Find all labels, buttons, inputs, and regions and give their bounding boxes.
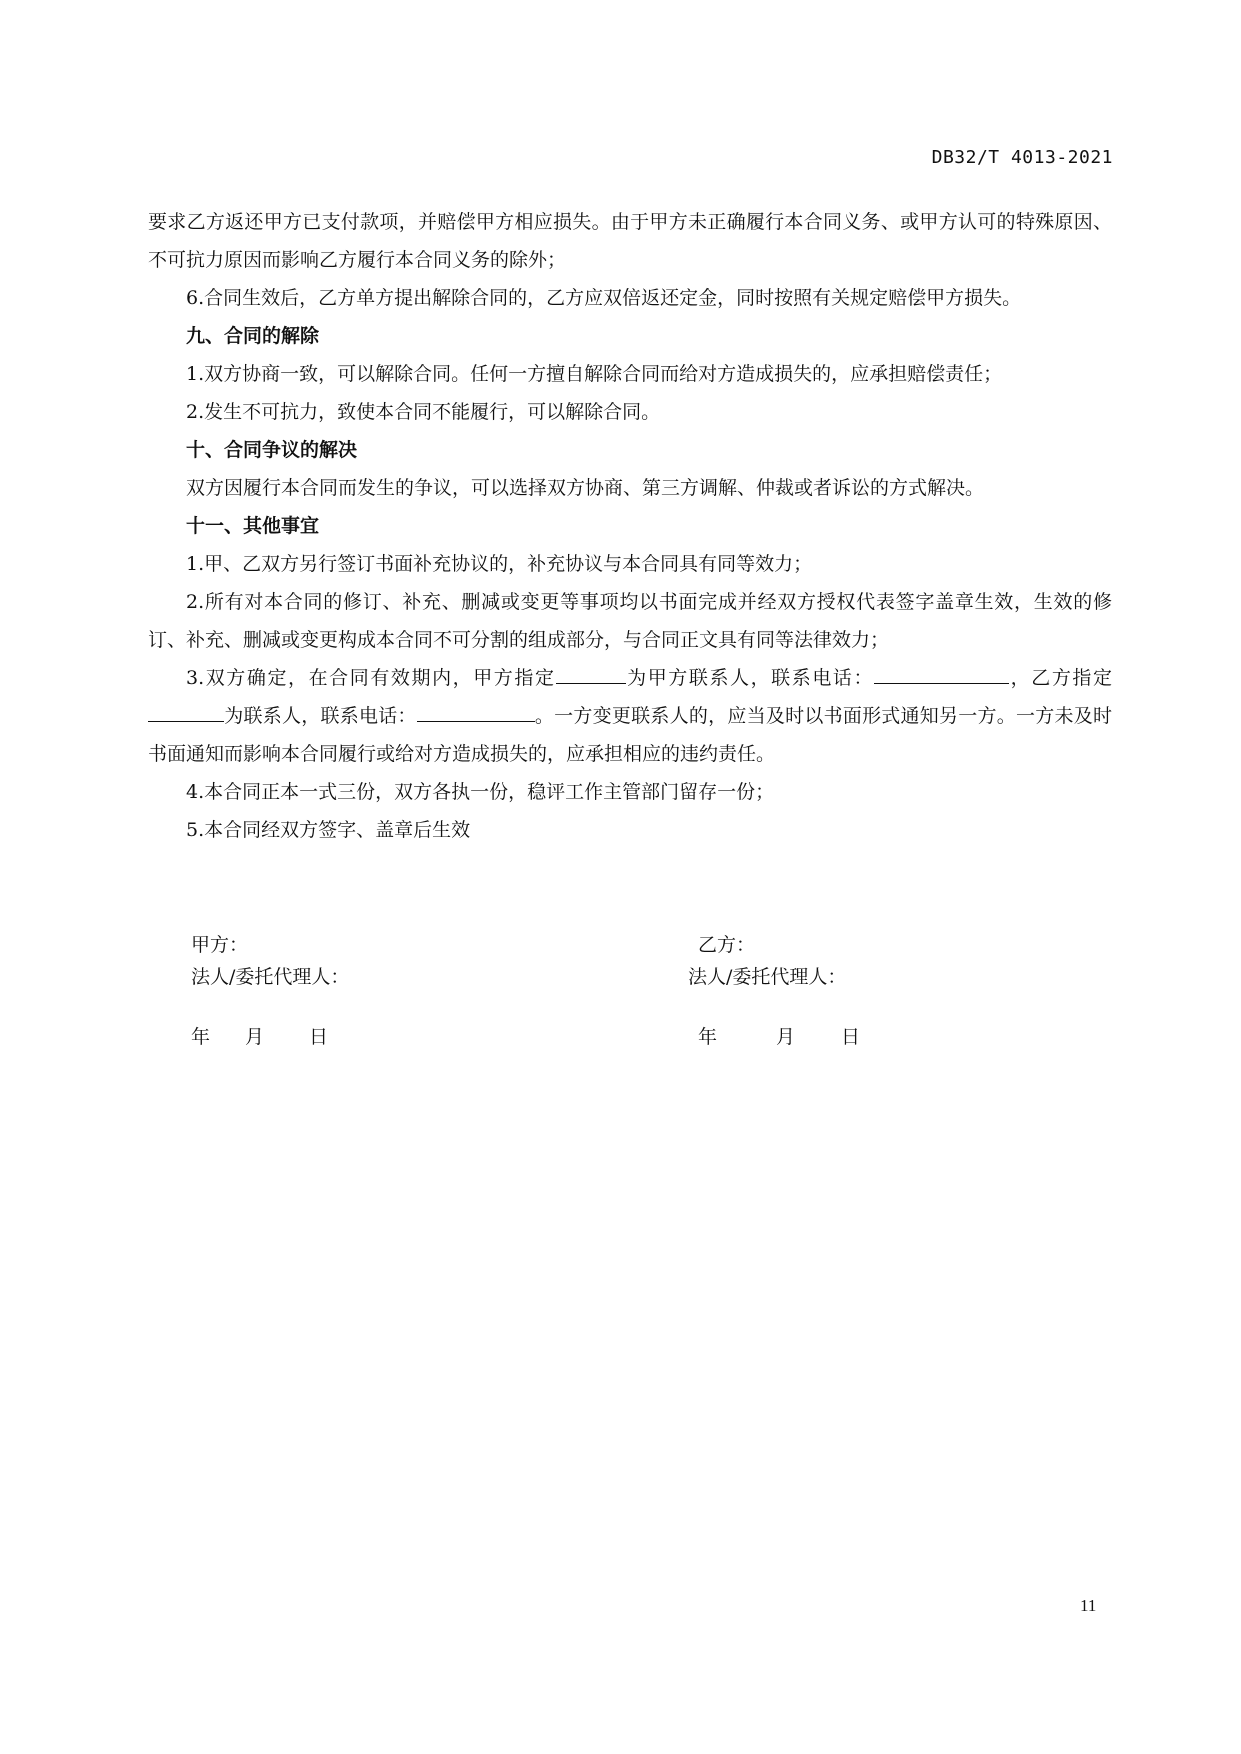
party-a-year: 年 [191,1026,211,1048]
fill-blank [556,661,626,684]
paragraph: 5.本合同经双方签字、盖章后生效 [186,819,471,841]
paragraph: 2.发生不可抗力，致使本合同不能履行，可以解除合同。 [186,401,661,423]
section-heading: 九、合同的解除 [186,325,320,347]
document-code: DB32/T 4013-2021 [931,147,1113,168]
paragraph: 2.所有对本合同的修订、补充、删减或变更等事项均以书面完成并经双方授权代表签字盖章生效，生效的修订、补充、删减或变更构成本合同不可分割的组成部分，与合同正文具有同等法律效力； [148,591,1112,651]
paragraph: 1.甲、乙双方另行签订书面补充协议的，补充协议与本合同具有同等效力； [186,553,813,575]
party-b-year: 年 [698,1026,718,1048]
paragraph: 双方因履行本合同而发生的争议，可以选择双方协商、第三方调解、仲裁或者诉讼的方式解决。 [186,477,985,499]
paragraph-text: 。一方变更联系人的，应当及时以书面形式通知另一方。一方未及时书面通知而影响本合同履行或给对方造成损失的，应承担相应的违约责任。 [148,705,1112,765]
fill-blank [148,699,224,722]
party-a-label: 甲方： [191,934,249,956]
party-a-month: 月 [245,1026,265,1048]
fill-blank [874,661,1009,684]
paragraph: 1.双方协商一致，可以解除合同。任何一方擅自解除合同而给对方造成损失的，应承担赔偿责任； [186,363,1003,385]
section-heading: 十一、其他事宜 [186,515,320,537]
paragraph: 要求乙方返还甲方已支付款项，并赔偿甲方相应损失。由于甲方未正确履行本合同义务、或甲方认可的特殊原因、不可抗力原因而影响乙方履行本合同义务的除外； [148,211,1112,271]
party-b-month: 月 [776,1026,796,1048]
party-b-representative-label: 法人/委托代理人： [688,966,847,988]
party-b-label: 乙方： [698,934,756,956]
paragraph-text: 3.双方确定，在合同有效期内，甲方指定 [186,667,556,689]
contract-body [148,203,1112,849]
party-a-representative-label: 法人/委托代理人： [191,966,350,988]
paragraph-text: 为甲方联系人，联系电话： [625,667,875,689]
section-heading: 十、合同争议的解决 [186,439,358,461]
paragraph-text: ，乙方指定 [1009,667,1112,689]
party-b-day: 日 [841,1026,861,1048]
page-number: 11 [1080,1596,1097,1615]
paragraph: 6.合同生效后，乙方单方提出解除合同的，乙方应双倍返还定金，同时按照有关规定赔偿甲方损失。 [186,287,1022,309]
party-a-day: 日 [309,1026,329,1048]
paragraph: 4.本合同正本一式三份，双方各执一份，稳评工作主管部门留存一份； [186,781,775,803]
contact-paragraph [148,659,1112,773]
fill-blank [417,699,535,722]
paragraph-text: 为联系人，联系电话： [224,705,417,727]
